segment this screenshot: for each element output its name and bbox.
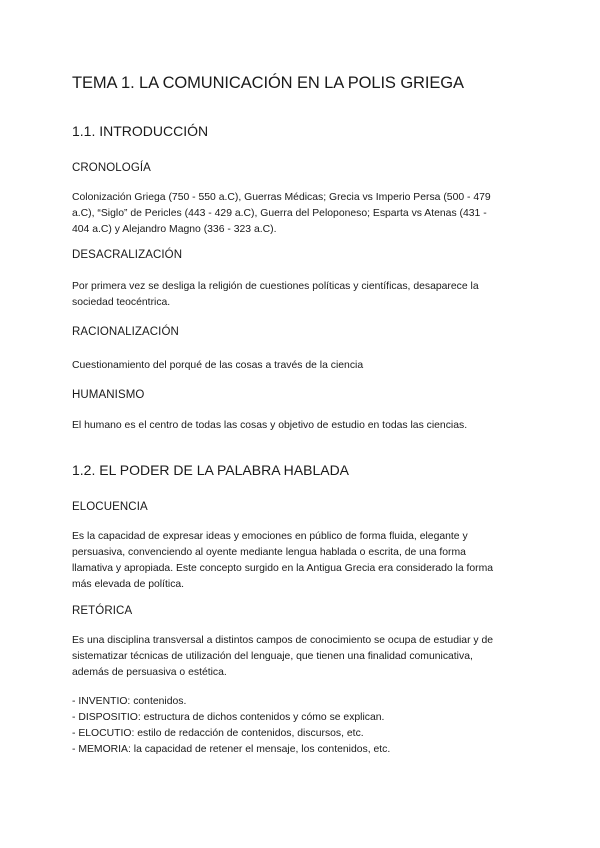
- retorica-list: [72, 694, 530, 758]
- document-title: TEMA 1. LA COMUNICACIÓN EN LA POLIS GRIEGA: [72, 74, 464, 92]
- list-item: - ELOCUTIO: estilo de redacción de contenidos, discursos, etc.: [72, 728, 364, 739]
- subheading-retorica: RETÓRICA: [72, 605, 133, 617]
- paragraph-racionalizacion: [72, 358, 530, 374]
- text-line: Cuestionamiento del porqué de las cosas a través de la ciencia: [72, 360, 364, 371]
- paragraph-elocuencia: [72, 529, 530, 593]
- paragraph-desacralizacion: [72, 279, 530, 311]
- text-line: Es la capacidad de expresar ideas y emociones en público de forma fluida, elegante y: [72, 531, 468, 542]
- text-line: 404 a.C) y Alejandro Magno (336 - 323 a.C).: [72, 224, 277, 235]
- text-line: Colonización Griega (750 - 550 a.C), Guerras Médicas; Grecia vs Imperio Persa (500 - 479: [72, 192, 491, 203]
- list-item: - INVENTIO: contenidos.: [72, 696, 187, 707]
- section-heading-poder-palabra: 1.2. EL PODER DE LA PALABRA HABLADA: [72, 462, 350, 478]
- list-item: - MEMORIA: la capacidad de retener el mensaje, los contenidos, etc.: [72, 744, 391, 755]
- text-line: El humano es el centro de todas las cosas y objetivo de estudio en todas las ciencias.: [72, 420, 468, 431]
- subheading-desacralizacion: DESACRALIZACIÓN: [72, 249, 183, 261]
- list-item: - DISPOSITIO: estructura de dichos contenidos y cómo se explican.: [72, 712, 385, 723]
- text-line: además de persuasiva o estética.: [72, 667, 227, 678]
- subheading-cronologia: CRONOLOGÍA: [72, 162, 151, 174]
- text-line: llamativa y apropiada. Este concepto surgido en la Antigua Grecia era considerado la forma: [72, 563, 494, 574]
- paragraph-humanismo: [72, 418, 530, 434]
- text-line: sociedad teocéntrica.: [72, 297, 171, 308]
- subheading-humanismo: HUMANISMO: [72, 389, 145, 401]
- text-line: más elevada de política.: [72, 579, 185, 590]
- subheading-elocuencia: ELOCUENCIA: [72, 501, 148, 513]
- text-line: Por primera vez se desliga la religión de cuestiones políticas y científicas, desaparece la: [72, 281, 479, 292]
- section-heading-introduccion: 1.1. INTRODUCCIÓN: [72, 123, 209, 139]
- text-line: persuasiva, convenciendo al oyente mediante lengua hablada o escrita, de una forma: [72, 547, 466, 558]
- paragraph-cronologia: [72, 190, 530, 238]
- paragraph-retorica: [72, 633, 530, 681]
- text-line: Es una disciplina transversal a distintos campos de conocimiento se ocupa de estudiar y de: [72, 635, 494, 646]
- text-line: a.C), “Siglo” de Pericles (443 - 429 a.C), Guerra del Peloponeso; Esparta vs Atenas (431 -: [72, 208, 487, 219]
- text-line: sistematizar técnicas de utilización del lenguaje, que tienen una finalidad comunicativa,: [72, 651, 473, 662]
- subheading-racionalizacion: RACIONALIZACIÓN: [72, 326, 179, 338]
